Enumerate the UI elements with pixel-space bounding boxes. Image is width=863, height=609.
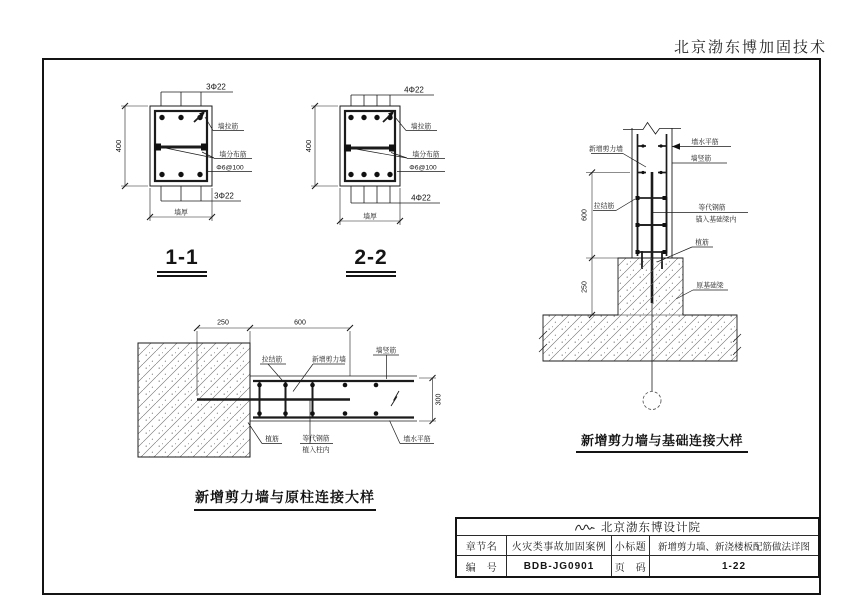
- code-label: 编 号: [457, 556, 507, 576]
- design-institute-name: 北京渤东博设计院: [601, 522, 701, 534]
- foundation-connection-drawing: [539, 123, 748, 410]
- label-tie-bar: 拉结筋: [593, 203, 615, 210]
- label-dist-bar: 墙分布筋: [219, 151, 247, 159]
- page-label: 页 码: [612, 556, 650, 576]
- section-1-1-title: 1-1: [157, 246, 207, 277]
- dim-wall-width: 300: [435, 393, 443, 406]
- sheet-header-company: 北京渤东博加固技术: [673, 40, 827, 56]
- column-detail-title: 新增剪力墙与原柱连接大样: [194, 487, 376, 511]
- rebar-count-top: 4Φ22: [404, 85, 424, 95]
- column-connection-drawing: [138, 320, 443, 458]
- note-line1: 等代钢筋: [302, 435, 330, 443]
- note-line2: 植入柱内: [302, 447, 330, 454]
- label-vertical-bar: 墙竖筋: [690, 155, 712, 163]
- dim-lap: 600: [294, 319, 306, 327]
- label-tie-bar: 拉结筋: [261, 356, 283, 364]
- dim-embed: 250: [217, 319, 229, 327]
- subtitle-value: 新增剪力墙、新浇楼板配筋做法详图: [650, 536, 818, 556]
- label-new-wall: 新增剪力墙: [589, 146, 623, 153]
- rebar-count-top: 3Φ22: [206, 82, 226, 92]
- title-block: [455, 517, 820, 578]
- title-block-grid: [457, 536, 818, 576]
- label-wall-tie: 墙拉筋: [410, 123, 432, 131]
- stirrup-hoop: [345, 111, 395, 181]
- label-dist-bar: 墙分布筋: [412, 151, 440, 159]
- dim-lap: 600: [581, 209, 589, 221]
- dim-width: 墙厚: [174, 209, 188, 217]
- foundation-detail-title: 新增剪力墙与基础连接大样: [576, 430, 748, 453]
- section-2-2-title: 2-2: [346, 246, 396, 277]
- code-value: BDB-JG0901: [507, 556, 612, 576]
- label-planted-bar: 植筋: [265, 436, 279, 443]
- label-wall-tie: 墙拉筋: [217, 123, 239, 131]
- rebar-dots: [348, 115, 392, 177]
- detail-reference-bubble: [643, 392, 661, 410]
- chapter-value: 火灾类事故加固案例: [507, 536, 612, 556]
- note-line1: 等代钢筋: [698, 204, 726, 212]
- title-block-company-row: [457, 519, 818, 536]
- label-new-wall: 新增剪力墙: [312, 356, 346, 364]
- label-horizontal-bar: 墙水平筋: [691, 139, 719, 146]
- section-2-2-drawing: [304, 86, 445, 226]
- note-line2: 锚入基础梁内: [695, 216, 737, 224]
- dim-beam: 250: [581, 281, 589, 293]
- dim-height: 400: [114, 139, 123, 153]
- dim-height: 400: [304, 139, 313, 153]
- label-vertical-bar: 墙竖筋: [375, 347, 397, 355]
- foundation-concrete: [543, 258, 737, 361]
- subtitle-label: 小标题: [612, 536, 650, 556]
- label-horizontal-bar: 墙水平筋: [403, 436, 431, 443]
- page-value: 1-22: [721, 560, 746, 572]
- label-stirrup-spec: Φ6@100: [409, 164, 437, 172]
- section-1-1-drawing: [114, 83, 252, 222]
- label-planted-bar: 植筋: [695, 239, 709, 247]
- label-old-beam: 原基础梁: [696, 282, 724, 290]
- dim-width: 墙厚: [363, 213, 377, 221]
- rebar-count-bottom: 3Φ22: [214, 191, 234, 201]
- label-stirrup-spec: Φ6@100: [216, 164, 244, 172]
- rebar-count-bottom: 4Φ22: [411, 193, 431, 203]
- chapter-label: 章节名: [457, 536, 507, 556]
- break-mark: [391, 391, 399, 406]
- company-logo-icon: [574, 522, 596, 533]
